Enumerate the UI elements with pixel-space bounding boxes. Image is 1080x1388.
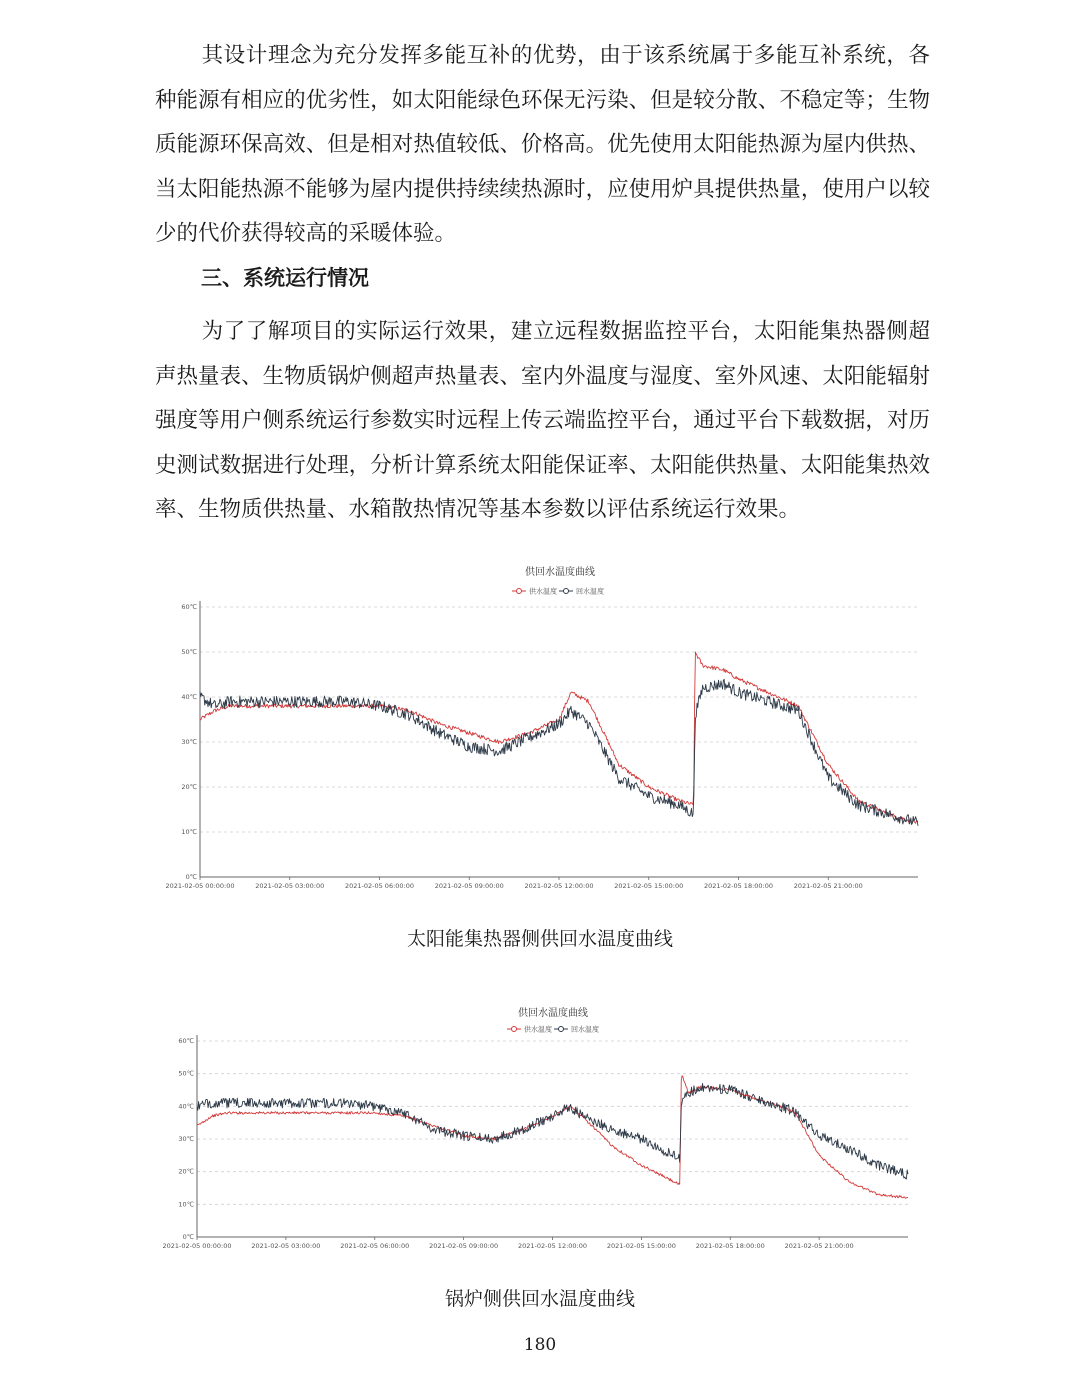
series-line-return	[197, 1083, 908, 1179]
figure-caption-1: 太阳能集热器侧供回水温度曲线	[406, 928, 673, 950]
x-tick-label: 2021-02-05 18:00:00	[703, 882, 774, 890]
y-tick-label: 30℃	[178, 1135, 194, 1143]
x-tick-label: 2021-02-05 03:00:00	[255, 882, 325, 890]
paragraph-2-text: 为了了解项目的实际运行效果，建立远程数据监控平台，太阳能集热器侧超声热量表、生物质锅炉侧超声热量表、室内外温度与湿度、室外风速、太阳能辐射强度等用户侧系统运行参数实时远程上传云端监控平台，通过平台下载数据，对历史测试数据进行处理，分析计算系统太阳能保证率、太阳能供热量、太阳能集热效率、生物质供热量、水箱散热情况等基本参数以评估系统运行效果。	[155, 319, 930, 522]
x-tick-label: 2021-02-05 12:00:00	[524, 882, 594, 890]
page-number: 180	[523, 1335, 557, 1355]
series-line-return	[200, 679, 918, 826]
y-tick-label: 50℃	[178, 1069, 194, 1078]
x-tick-label: 2021-02-05 09:00:00	[429, 1242, 499, 1250]
legend-label: 回水温度	[571, 1025, 599, 1034]
solar-collector-temperature-chart	[0, 555, 1080, 900]
y-tick-label: 60℃	[181, 603, 197, 611]
y-tick-label: 60℃	[178, 1037, 194, 1045]
paragraph-2	[155, 310, 930, 533]
boiler-temperature-chart	[0, 1000, 1080, 1255]
paragraph-1	[155, 34, 930, 257]
y-tick-label: 10℃	[181, 828, 197, 836]
y-tick-label: 0℃	[182, 1233, 194, 1241]
series-line-supply	[197, 1076, 908, 1198]
legend-swatch-marker	[559, 1027, 564, 1032]
chart-title: 供回水温度曲线	[518, 1008, 588, 1019]
legend-swatch-marker	[512, 1027, 517, 1032]
y-tick-label: 10℃	[178, 1200, 194, 1209]
y-tick-label: 50℃	[181, 648, 197, 656]
legend-label: 供水温度	[529, 587, 557, 596]
section-heading: 三、系统运行情况	[201, 266, 369, 290]
y-tick-label: 40℃	[181, 693, 197, 701]
legend-swatch-marker	[564, 589, 569, 594]
x-tick-label: 2021-02-05 03:00:00	[251, 1242, 321, 1250]
legend-label: 供水温度	[524, 1025, 552, 1034]
paragraph-1-text: 其设计理念为充分发挥多能互补的优势，由于该系统属于多能互补系统，各种能源有相应的优劣性，如太阳能绿色环保无污染、但是较分散、不稳定等；生物质能源环保高效、但是相对热值较低、价格高。优先使用太阳能热源为屋内供热、当太阳能热源不能够为屋内提供持续续热源时，应使用炉具提供热量，使用户以较少的代价获得较高的采暖体验。	[155, 43, 930, 246]
legend-label: 回水温度	[576, 587, 604, 596]
x-tick-label: 2021-02-05 18:00:00	[695, 1242, 765, 1250]
x-tick-label: 2021-02-05 06:00:00	[344, 882, 415, 890]
x-tick-label: 2021-02-05 15:00:00	[614, 882, 684, 890]
y-tick-label: 40℃	[178, 1102, 194, 1111]
chart-title: 供回水温度曲线	[525, 567, 595, 578]
y-tick-label: 30℃	[181, 738, 197, 746]
x-tick-label: 2021-02-05 00:00:00	[165, 882, 235, 890]
x-tick-label: 2021-02-05 06:00:00	[340, 1242, 410, 1250]
x-tick-label: 2021-02-05 21:00:00	[784, 1242, 854, 1250]
x-tick-label: 2021-02-05 00:00:00	[162, 1242, 232, 1250]
x-tick-label: 2021-02-05 21:00:00	[793, 882, 863, 890]
x-tick-label: 2021-02-05 12:00:00	[517, 1242, 588, 1250]
y-tick-label: 20℃	[178, 1167, 194, 1176]
x-tick-label: 2021-02-05 09:00:00	[434, 882, 504, 890]
chart-2-svg	[0, 1000, 1080, 1255]
figure-caption-2: 锅炉侧供回水温度曲线	[444, 1288, 635, 1310]
y-tick-label: 0℃	[185, 873, 197, 881]
legend-swatch-marker	[517, 589, 522, 594]
x-tick-label: 2021-02-05 15:00:00	[606, 1242, 676, 1250]
chart-1-svg	[0, 555, 1080, 900]
y-tick-label: 20℃	[181, 783, 197, 791]
